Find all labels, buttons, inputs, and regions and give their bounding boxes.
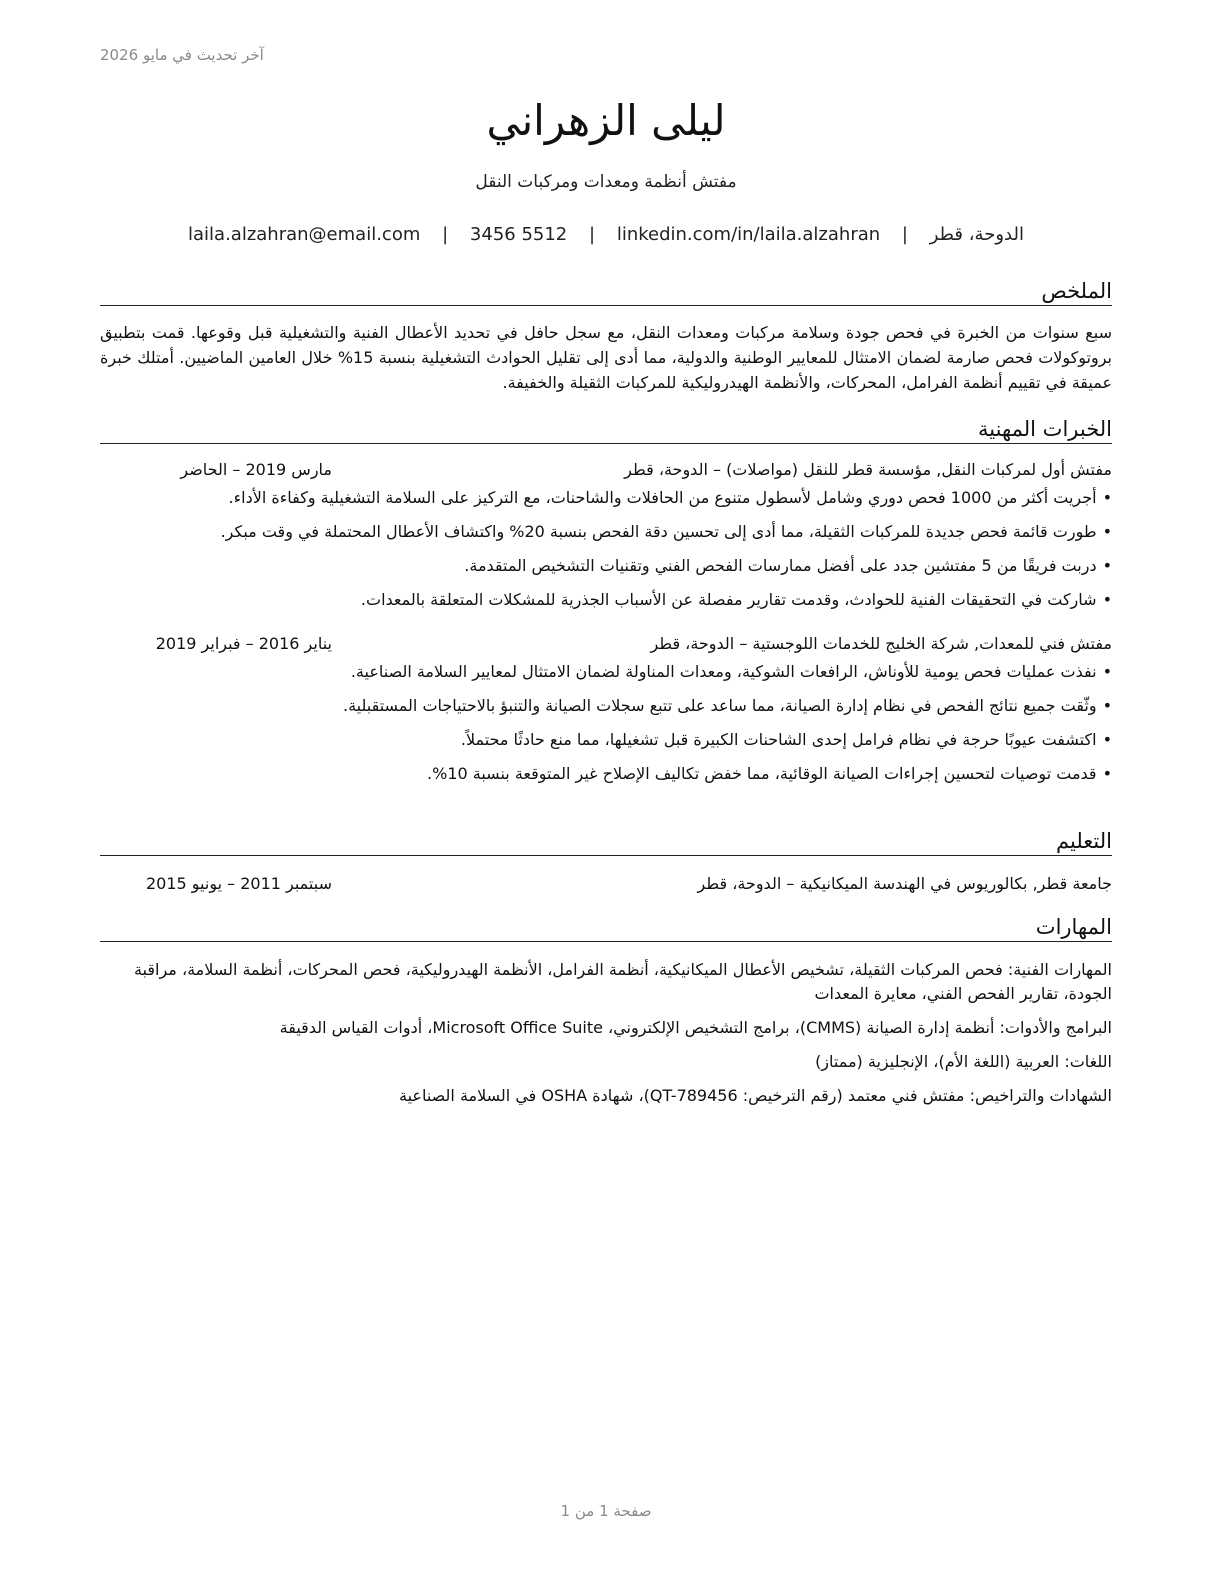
education-entry: [100, 872, 1112, 896]
job-dates: يناير 2016 – فبراير 2019: [155, 634, 332, 653]
contact-line: [100, 224, 1112, 245]
skills-list: [100, 958, 1112, 1108]
education-degree: جامعة قطر, بكالوريوس في الهندسة الميكانيكية – الدوحة، قطر: [697, 874, 1112, 893]
job-bullet: • شاركت في التحقيقات الفنية للحوادث، وقدمت تقارير مفصلة عن الأسباب الجذرية للمشكلات المتعلقة بالمعدات.: [100, 588, 1112, 612]
job-bullet: • اكتشفت عيوبًا حرجة في نظام فرامل إحدى الشاحنات الكبيرة قبل تشغيلها، مما منع حادثًا محتملاً.: [100, 728, 1112, 752]
job-bullet: • وثّقت جميع نتائج الفحص في نظام إدارة الصيانة، مما ساعد على تتبع سجلات الصيانة والتنبؤ بالاحتياجات المستقبلية.: [100, 694, 1112, 718]
skill-line: المهارات الفنية: فحص المركبات الثقيلة، تشخيص الأعطال الميكانيكية، أنظمة الفرامل، الأنظمة الهيدروليكية، فحص المحركات، أنظمة السلامة، مراقبة الجودة، تقارير الفحص الفني، معايرة المعدات: [133, 960, 1112, 1003]
job-bullet: • طورت قائمة فحص جديدة للمركبات الثقيلة، مما أدى إلى تحسين دقة الفحص بنسبة 20% واكتشاف الأعطال المحتملة في وقت مبكر.: [100, 520, 1112, 544]
job-entry: [100, 458, 1112, 612]
contact-separator: |: [442, 224, 449, 245]
job-bullet: • دربت فريقًا من 5 مفتشين جدد على أفضل ممارسات الفحص الفني وتقنيات التشخيص المتقدمة.: [100, 554, 1112, 578]
contact-phone: 3456 5512: [469, 224, 568, 245]
job-bullet: • نفذت عمليات فحص يومية للأوناش، الرافعات الشوكية، ومعدات المناولة لضمان الامتثال لمعايير السلامة الصناعية.: [100, 660, 1112, 684]
job-role: مفتش فني للمعدات, شركة الخليج للخدمات اللوجستية – الدوحة، قطر: [650, 634, 1112, 653]
skill-line: البرامج والأدوات: أنظمة إدارة الصيانة (CMMS)، برامج التشخيص الإلكتروني، Microsoft Office Suite، أدوات القياس الدقيقة: [279, 1018, 1112, 1037]
contact-linkedin[interactable]: linkedin.com/in/laila.alzahran: [616, 224, 881, 245]
experience-section: [100, 416, 1112, 796]
summary-section: [100, 278, 1112, 395]
job-header: [100, 458, 1112, 482]
contact-separator: |: [901, 224, 908, 245]
contact-separator: |: [589, 224, 596, 245]
summary-text: سبع سنوات من الخبرة في فحص جودة وسلامة مركبات ومعدات النقل، مع سجل حافل في تحديد الأعطال الفنية والتشغيلية قبل وقوعها. قمت بتطبيق بروتوكولات فحص صارمة لضمان الامتثال للمعايير الوطنية والدولية، مما أدى إلى تقليل الحوادث التشغيلية بنسبة 15% خلال العامين الماضيين. أمتلك خبرة عميقة في تقييم أنظمة الفرامل، المحركات، والأنظمة الهيدروليكية للمركبات الثقيلة والخفيفة.: [100, 323, 1112, 392]
resume-page: [100, 0, 1112, 1584]
education-dates: سبتمبر 2011 – يونيو 2015: [145, 874, 332, 893]
summary-heading: الملخص: [100, 278, 1112, 306]
education-section: [100, 828, 1112, 896]
skill-line: اللغات: العربية (اللغة الأم)، الإنجليزية (ممتاز): [815, 1052, 1112, 1071]
job-entry: [100, 632, 1112, 786]
job-bullet: • أجريت أكثر من 1000 فحص دوري وشامل لأسطول متنوع من الحافلات والشاحنات، مع التركيز على السلامة التشغيلية وكفاءة الأداء.: [100, 486, 1112, 510]
candidate-name: ليلى الزهراني: [486, 96, 726, 145]
job-title: مفتش أنظمة ومعدات ومركبات النقل: [475, 172, 737, 192]
education-heading: التعليم: [100, 828, 1112, 856]
skills-section: [100, 914, 1112, 1118]
last-updated: آخر تحديث في مايو 2026: [100, 46, 264, 64]
job-bullets: [100, 660, 1112, 786]
job-header: [100, 632, 1112, 656]
experience-heading: الخبرات المهنية: [100, 416, 1112, 444]
contact-email[interactable]: laila.alzahran@email.com: [188, 224, 421, 245]
page-number: صفحة 1 من 1: [560, 1502, 652, 1520]
job-bullets: [100, 486, 1112, 612]
job-role: مفتش أول لمركبات النقل, مؤسسة قطر للنقل (مواصلات) – الدوحة، قطر: [624, 460, 1112, 479]
contact-location: الدوحة، قطر: [929, 224, 1024, 245]
skills-heading: المهارات: [100, 914, 1112, 942]
job-dates: مارس 2019 – الحاضر: [180, 460, 332, 479]
job-bullet: • قدمت توصيات لتحسين إجراءات الصيانة الوقائية، مما خفض تكاليف الإصلاح غير المتوقعة بنسبة 10%.: [100, 762, 1112, 786]
skill-line: الشهادات والتراخيص: مفتش فني معتمد (رقم الترخيص: QT-789456)، شهادة OSHA في السلامة الصناعية: [399, 1086, 1112, 1105]
